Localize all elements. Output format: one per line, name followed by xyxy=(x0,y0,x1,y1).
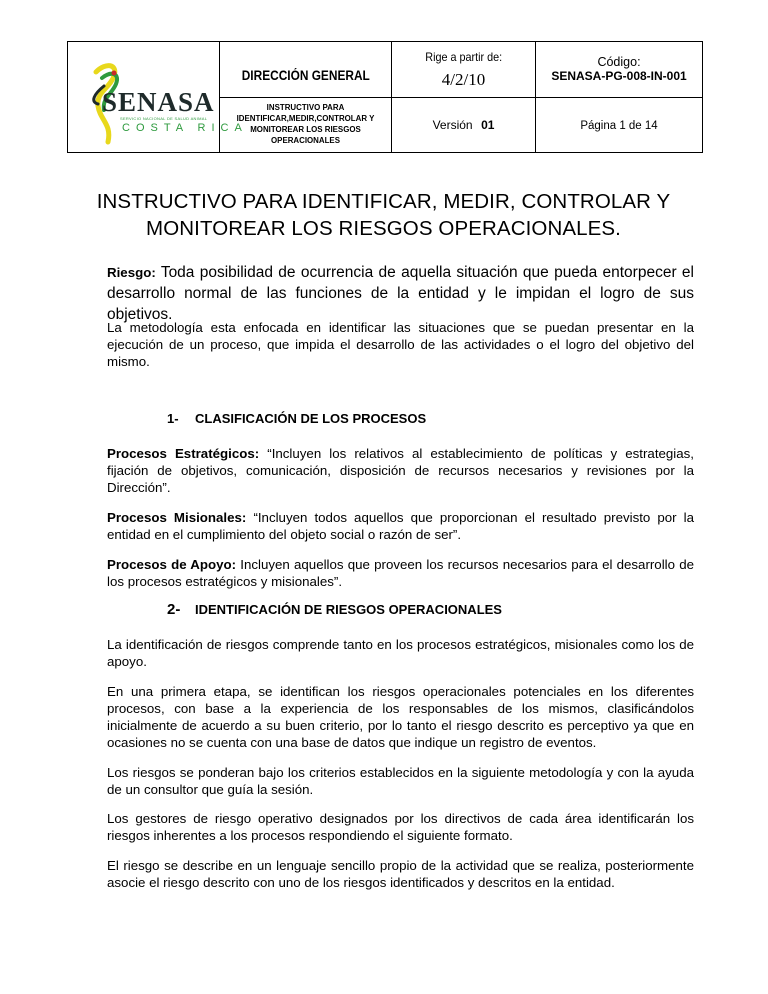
section-2-title: IDENTIFICACIÓN DE RIESGOS OPERACIONALES xyxy=(195,602,502,617)
instructivo-line-1: INSTRUCTIVO PARA xyxy=(266,101,345,112)
logo-brand-text: SENASA xyxy=(102,87,215,117)
procesos-misionales xyxy=(107,509,694,543)
riesgo-definition xyxy=(107,262,694,325)
document-header-table xyxy=(67,41,703,153)
page-number-cell xyxy=(536,97,703,153)
document-title xyxy=(67,188,700,242)
identificacion-paragraph-1: La identificación de riesgos comprende tanto en los procesos estratégicos, misionales como los de apoyo. xyxy=(107,637,694,669)
section-1-heading xyxy=(167,411,426,426)
logo-country-text: COSTA RICA xyxy=(122,122,248,134)
riesgo-text: Toda posibilidad de ocurrencia de aquella situación que pueda entorpecer el desarrollo normal de las funciones de la entidad y le impidan el logro de sus objetivos. xyxy=(107,264,694,323)
metodologia-paragraph: La metodología esta enfocada en identificar las situaciones que se puedan presentar en la ejecución de un proceso, que impida el desarrollo de las actividades o el logro del objetivo del mismo. xyxy=(107,320,694,369)
misionales-text: “Incluyen todos aquellos que proporcionan el resultado previsto por la entidad en el cumplimiento del objeto social o razón de ser”. xyxy=(107,510,695,542)
version-label: Versión xyxy=(432,117,473,132)
instructivo-line-2: IDENTIFICAR,MEDIR,CONTROLAR Y xyxy=(236,112,375,123)
section-1-number: 1- xyxy=(167,411,179,426)
identificacion-paragraph-3: Los riesgos se ponderan bajo los criterios establecidos en la siguiente metodología y con la ayuda de un consultor que guía la sesión. xyxy=(107,765,694,797)
section-1-title: CLASIFICACIÓN DE LOS PROCESOS xyxy=(195,411,427,426)
identificacion-paragraph-2: En una primera etapa, se identifican los riesgos operacionales potenciales en los diferentes procesos, con base a la experiencia de los responsables de los mismos, clasificándolos inicialmente de acuerdo a su buen criterio, por lo tanto el riesgo descrito es perceptivo ya que en ocasiones no se cuenta con una base de datos que indique un registro de eventos. xyxy=(107,684,694,750)
instructivo-title xyxy=(227,102,384,146)
estrategicos-text: “Incluyen los relativos al establecimiento de políticas y estrategias, fijación de objetivos, comunicación, disposición de recursos necesarios y revisiones por la Dirección”. xyxy=(107,446,694,495)
codigo-value: SENASA-PG-008-IN-001 xyxy=(551,69,687,84)
identificacion-paragraph-5: El riesgo se describe en un lenguaje sencillo propio de la actividad que se realiza, posteriormente asocie el riesgo descrito con uno de los riesgos identificados y descritos en la entidad. xyxy=(107,858,694,890)
logo-cell xyxy=(68,42,248,153)
rige-cell xyxy=(392,42,536,98)
codigo-label: Código: xyxy=(597,55,641,70)
logo-sub-text: SERVICIO NACIONAL DE SALUD ANIMAL xyxy=(120,116,208,121)
rige-label: Rige a partir de: xyxy=(425,50,502,65)
identificacion-paragraph-4: Los gestores de riesgo operativo designados por los directivos de cada área identificarán los riesgos inherentes a los procesos respondiendo el siguiente formato. xyxy=(107,811,694,843)
title-line-1: INSTRUCTIVO PARA IDENTIFICAR, MEDIR, CONTROLAR Y xyxy=(96,190,671,213)
version-value: 01 xyxy=(481,117,495,132)
page-number: Página 1 de 14 xyxy=(580,119,658,132)
apoyo-label: Procesos de Apoyo: xyxy=(107,557,237,572)
rige-date: 4/2/10 xyxy=(441,70,486,90)
misionales-label: Procesos Misionales: xyxy=(107,510,247,525)
section-2-heading xyxy=(167,601,502,618)
apoyo-text: Incluyen aquellos que proveen los recursos necesarios para el desarrollo de los procesos estratégicos y misionales”. xyxy=(107,557,694,589)
riesgo-label: Riesgo: xyxy=(107,265,156,280)
procesos-estrategicos xyxy=(107,445,694,496)
department-cell xyxy=(220,42,392,98)
department-title: DIRECCIÓN GENERAL xyxy=(241,67,370,83)
instructivo-line-3: MONITOREAR LOS RIESGOS OPERACIONALES xyxy=(250,123,361,145)
section-2-number: 2- xyxy=(167,601,181,618)
instructivo-cell xyxy=(220,97,392,153)
estrategicos-label: Procesos Estratégicos: xyxy=(107,446,260,461)
codigo-cell xyxy=(536,42,703,98)
title-line-2: MONITOREAR LOS RIESGOS OPERACIONALES. xyxy=(146,217,621,240)
senasa-logo xyxy=(68,42,248,152)
procesos-apoyo xyxy=(107,556,694,590)
version-cell xyxy=(392,97,536,153)
